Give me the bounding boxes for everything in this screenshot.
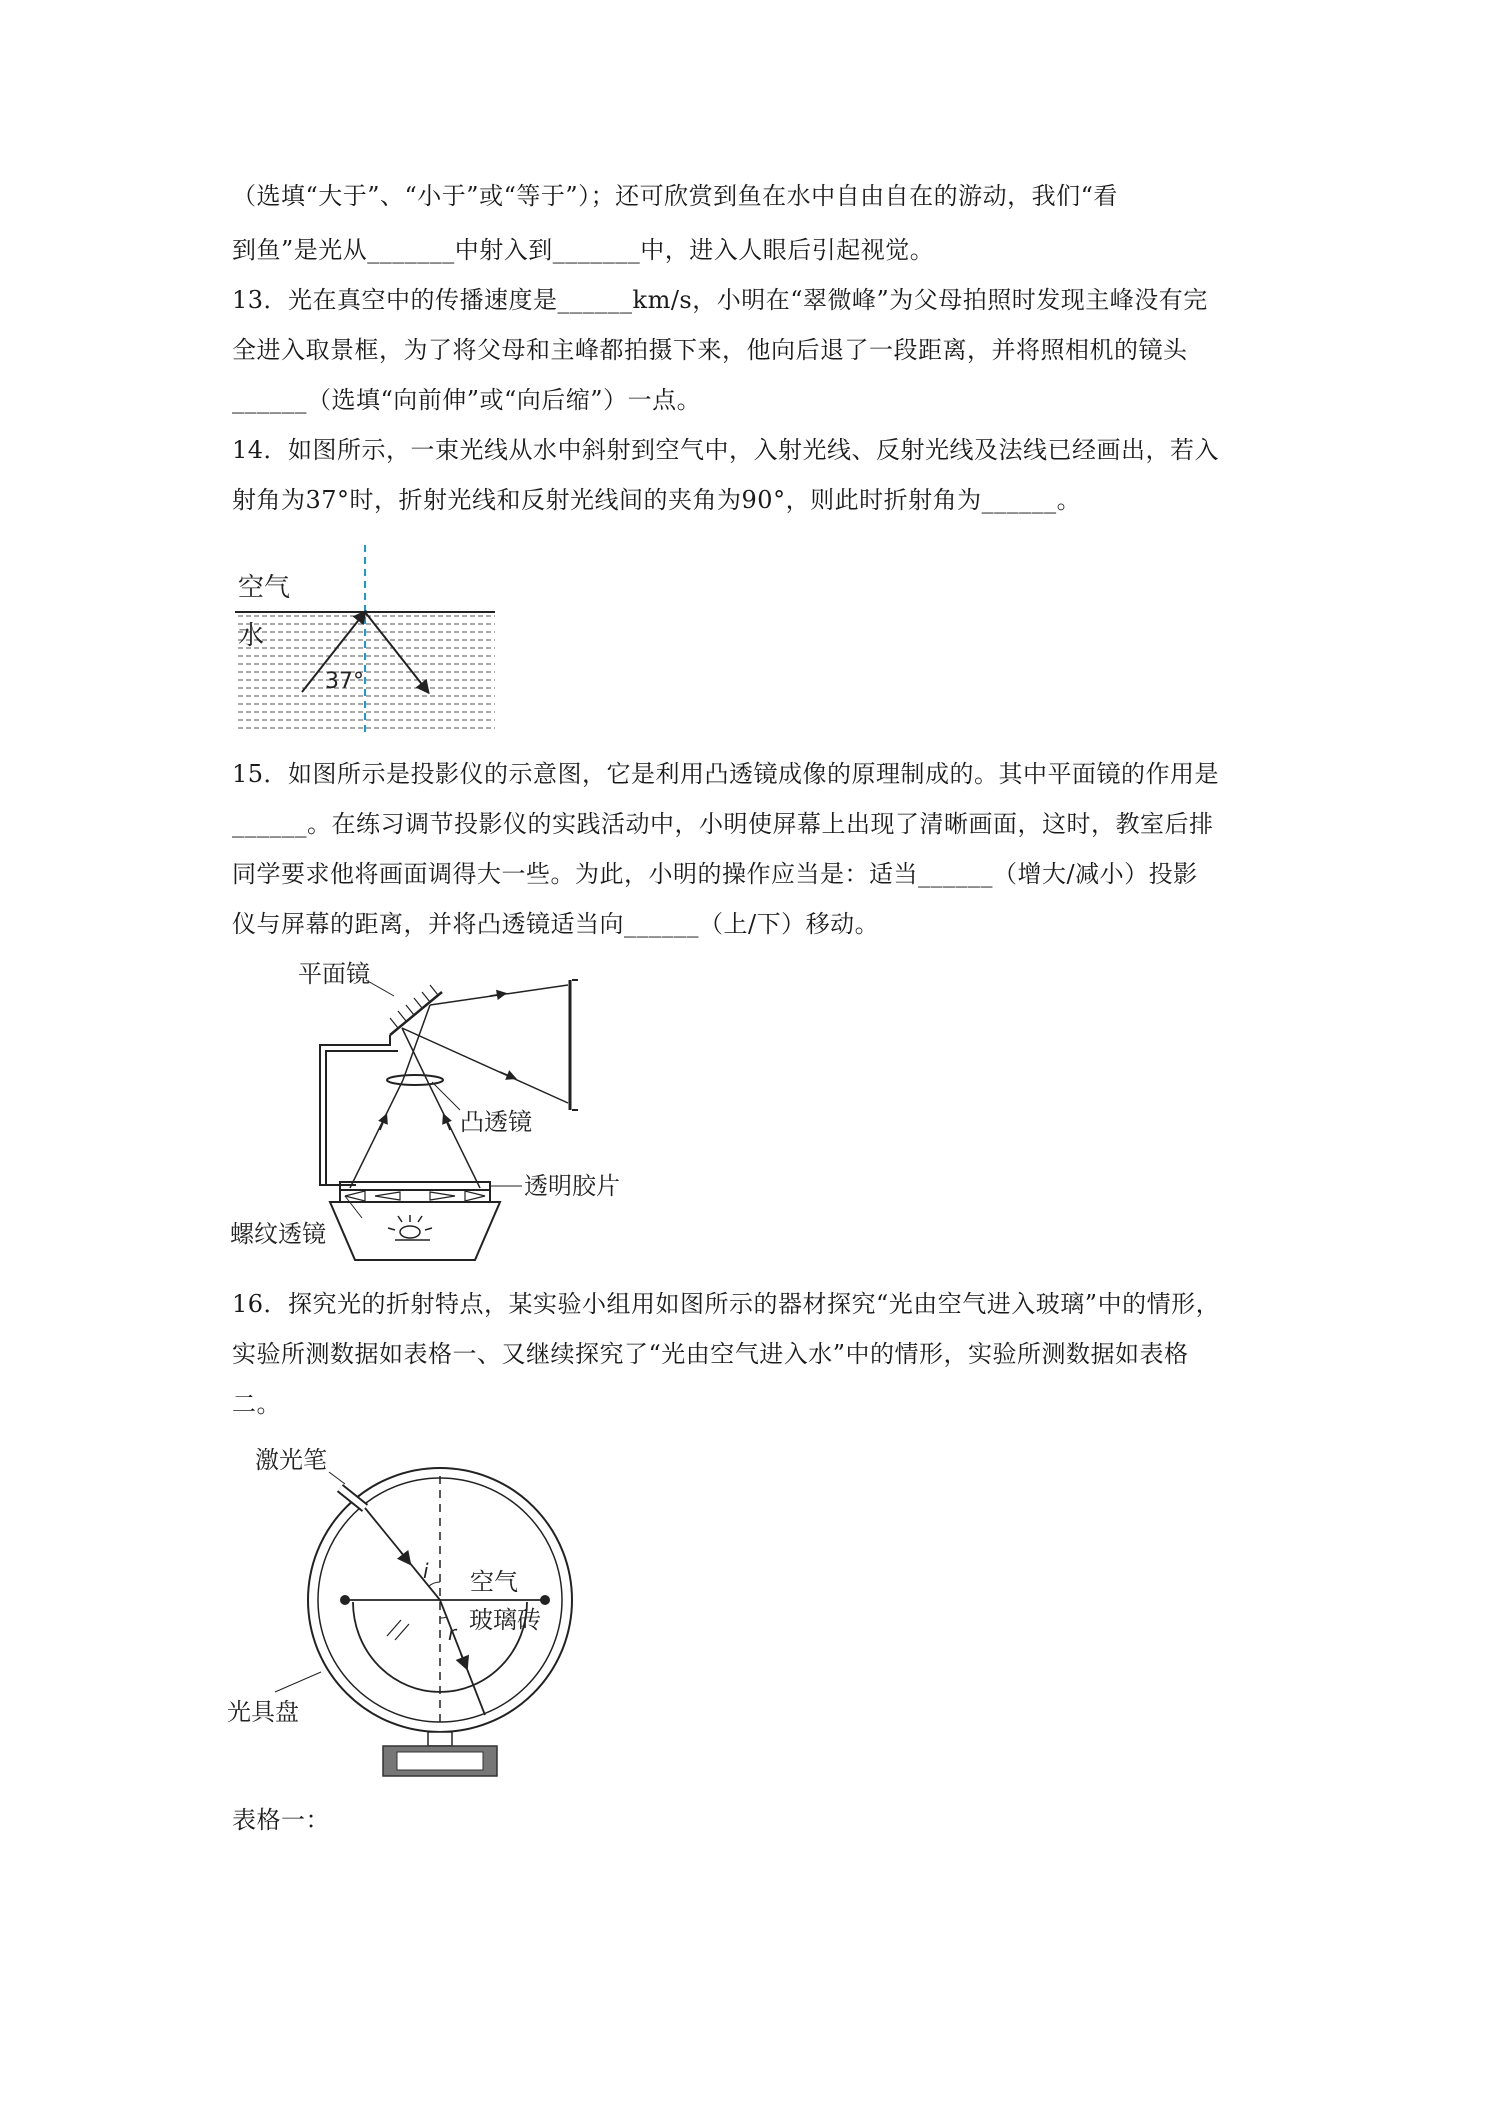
disk-label: 光具盘	[227, 1698, 299, 1726]
q16-line-1: 16．探究光的折射特点，某实验小组用如图所示的器材探究“光由空气进入玻璃”中的情形，	[232, 1290, 1221, 1318]
q15-line-2: ______。在练习调节投影仪的实践活动中，小明使屏幕上出现了清晰画面，这时，教室后排	[232, 810, 1214, 838]
figure-water-air-refraction	[230, 540, 500, 740]
film-label: 透明胶片	[524, 1172, 620, 1200]
q16-line-3: 二。	[232, 1390, 281, 1418]
q15-line-4: 仪与屏幕的距离，并将凸透镜适当向______（上/下）移动。	[232, 910, 880, 938]
plane-mirror-label: 平面镜	[298, 960, 370, 988]
convex-lens	[387, 1075, 443, 1085]
q14-line-1: 14．如图所示，一束光线从水中斜射到空气中，入射光线、反射光线及法线已经画出，若入	[232, 436, 1220, 464]
q15-line-3: 同学要求他将画面调得大一些。为此，小明的操作应当是：适当______（增大/减小）投影	[232, 860, 1198, 888]
projector-arm	[320, 1035, 390, 1185]
transparent-film	[340, 1182, 490, 1190]
water-label: 水	[238, 621, 265, 651]
refraction-angle-label: r	[448, 1621, 457, 1645]
fresnel-label: 螺纹透镜	[230, 1220, 326, 1248]
q12-line-1: （选填“大于”、“小于”或“等于”）；还可欣赏到鱼在水中自由自在的游动，我们“看	[232, 182, 1118, 210]
q12-line-2: 到鱼”是光从_______中射入到_______中，进入人眼后引起视觉。	[232, 236, 935, 264]
figure-optical-disk	[225, 1440, 605, 1780]
q13-line-3: ______（选填“向前伸”或“向后缩”）一点。	[232, 386, 702, 414]
ray-to-mirror-a	[403, 1005, 430, 1080]
q16-line-2: 实验所测数据如表格一、又继续探究了“光由空气进入水”中的情形，实验所测数据如表格	[232, 1340, 1189, 1368]
laser-pen-label: 激光笔	[255, 1446, 327, 1474]
glass-label: 玻璃砖	[469, 1606, 541, 1634]
angle-label: 37°	[325, 669, 364, 694]
laser-pen	[340, 1488, 365, 1508]
ray-up-left	[350, 1080, 403, 1188]
q15-line-1: 15．如图所示是投影仪的示意图，它是利用凸透镜成像的原理制成的。其中平面镜的作用是	[232, 760, 1220, 788]
plane-mirror	[390, 992, 442, 1035]
projector-base	[330, 1202, 500, 1260]
disk-stand-post	[428, 1732, 452, 1746]
q13-line-1: 13．光在真空中的传播速度是______km/s，小明在“翠微峰”为父母拍照时发现主峰没有完	[232, 286, 1208, 314]
q13-line-2: 全进入取景框，为了将父母和主峰都拍摄下来，他向后退了一段距离，并将照相机的镜头	[232, 336, 1188, 364]
air-label: 空气	[470, 1568, 518, 1596]
q14-line-2: 射角为37°时，折射光线和反射光线间的夹角为90°，则此时折射角为______。	[232, 486, 1082, 514]
figure-projector	[230, 960, 650, 1260]
convex-lens-label: 凸透镜	[460, 1108, 532, 1136]
ray-to-screen-bottom	[402, 1028, 568, 1103]
table-1-heading: 表格一：	[232, 1806, 330, 1834]
air-label: 空气	[238, 573, 291, 603]
mirror-hatching	[390, 985, 438, 1028]
lamp	[388, 1215, 432, 1240]
incidence-angle-label: i	[423, 1559, 429, 1583]
